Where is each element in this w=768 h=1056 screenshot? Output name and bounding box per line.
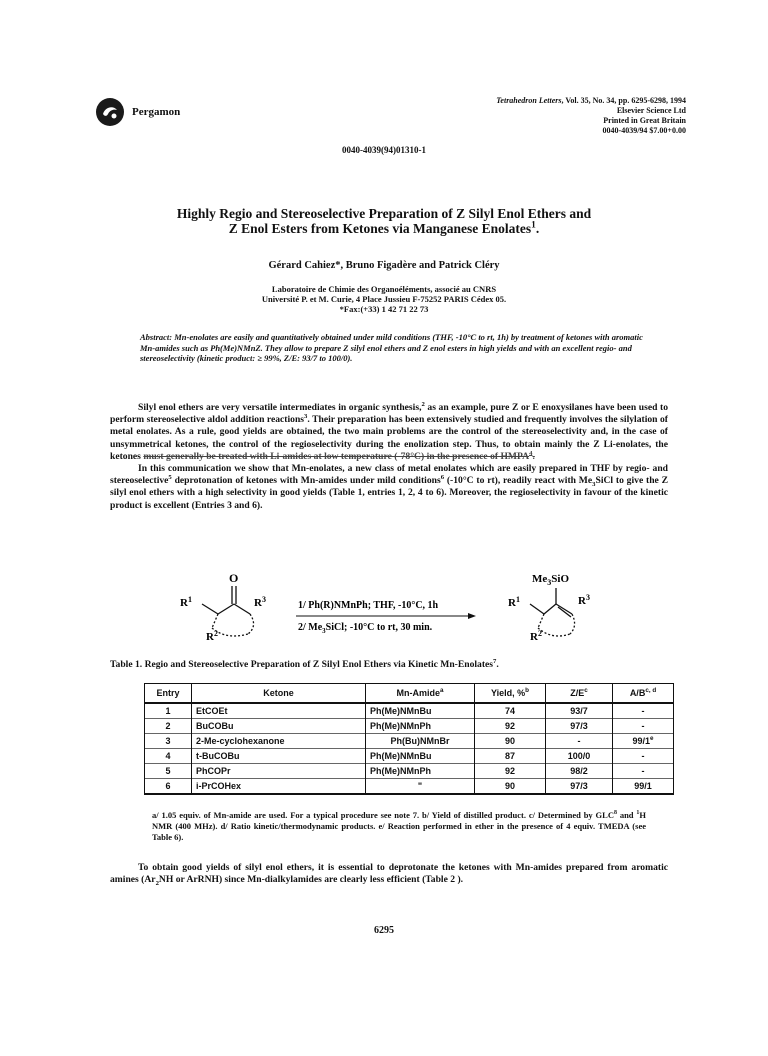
cell-ze: 97/3 <box>546 719 613 734</box>
product-r2: $R^2$ <box>530 629 542 643</box>
para1-struck-text <box>143 451 535 462</box>
product-r1: $R^1$ <box>508 595 520 609</box>
cell-entry: 2 <box>145 719 192 734</box>
publisher-logo <box>96 98 124 126</box>
para1-end: . <box>532 450 535 462</box>
cell-ze: - <box>546 734 613 749</box>
journal-line-2: Elsevier Science Ltd <box>616 106 686 115</box>
table-caption <box>110 659 499 670</box>
table-caption-label: Table 1. <box>110 659 143 670</box>
cell-entry: 3 <box>145 734 192 749</box>
product-silyloxy: $Me_3SiO$ <box>532 573 569 587</box>
cell-yield: 90 <box>475 779 546 795</box>
abstract-text: Mn-enolates are easily and quantitatively obtained under mild conditions (THF, -10°C to rt, 1h) by treatment of ketones with aromatic Mn-amides such as Ph(Me)NMnZ. They allow to prepare Z silyl enol ethers and Z enol esters in high yields and with an excellent regio- and stereoselectivity (kinetic product: ≥ 99%, Z/E: 93/7 to 100/0). <box>140 332 643 363</box>
article-doi: 0040-4039(94)01310-1 <box>342 145 426 155</box>
table-row <box>145 779 674 795</box>
cell-yield: 92 <box>475 764 546 779</box>
ketone-structure <box>202 586 254 636</box>
cell-ketone: i-PrCOHex <box>192 779 366 795</box>
title-footnote: 1 <box>531 220 536 231</box>
para1-struck: must generally be treated with Li-amides at low temperature (-78°C) in the presence of HMPA <box>143 450 530 462</box>
para3-a: To obtain good yields of silyl enol ethers, it is essential to deprotonate the ketones with Mn-amides prepared from aromatic amines (Ar <box>110 862 668 886</box>
cell-amide: " <box>366 779 475 795</box>
para2-d: SiCl to give the Z silyl enol ethers with a high selectivity in good yields (Table 1, entries 1, 2, 4 to 6). Moreover, the regioselectivity in favour of the kinetic product is excellent (Entries 3 and 6). <box>110 475 669 511</box>
cell-ab: 99/1 <box>613 779 674 795</box>
cell-ze: 97/3 <box>546 779 613 795</box>
header-ketone: Ketone <box>192 684 366 704</box>
cell-yield: 87 <box>475 749 546 764</box>
para2-sub: 3 <box>592 481 596 489</box>
reaction-arrowhead <box>468 613 476 619</box>
header-ab: $A/B^{c, d}$ <box>613 684 674 704</box>
paragraph-3 <box>110 862 668 886</box>
cell-amide: Ph(Me)NMnPh <box>366 719 475 734</box>
cell-ze: 98/2 <box>546 764 613 779</box>
header-ze: $Z/E^c$ <box>546 684 613 704</box>
body-paragraphs <box>110 402 668 512</box>
cell-yield: 90 <box>475 734 546 749</box>
journal-name: Tetrahedron Letters <box>496 96 562 105</box>
para2-ref: 6 <box>440 474 445 482</box>
para3-b: NH or ArRNH) since Mn-dialkylamides are clearly less efficient (Table 2 ). <box>158 874 464 886</box>
para2-a: In this communication we show that Mn-enolates, a new class of metal enolates which are easily prepared in THF by regio- and stereoselective <box>110 463 668 487</box>
notes-ref: 8 <box>613 810 617 817</box>
cell-entry: 1 <box>145 703 192 719</box>
cell-ketone: 2-Me-cyclohexanone <box>192 734 366 749</box>
table-row <box>145 749 674 764</box>
header-yield: Yield, %$^b$ <box>475 684 546 704</box>
header-amide: Mn-Amide$^a$ <box>366 684 475 704</box>
table-row <box>145 734 674 749</box>
product-r3: $R^3$ <box>578 593 590 607</box>
notes-iso: 1 <box>636 810 640 817</box>
journal-line-4: 0040-4039/94 $7.00+0.00 <box>602 126 686 135</box>
cell-ketone: PhCOPr <box>192 764 366 779</box>
reagent-step-2: 2/ $Me_3SiCl$; -10°C to rt, 30 min. <box>298 622 433 635</box>
cell-ab: - <box>613 719 674 734</box>
page-number: 6295 <box>374 925 394 936</box>
para2-b: deprotonation of ketones with Mn-amides under mild conditions <box>171 475 441 487</box>
table-caption-text: Regio and Stereoselective Preparation of Z Silyl Enol Ethers via Kinetic Mn-Enolates <box>142 659 494 670</box>
author-list: Gérard Cahiez*, Bruno Figadère and Patrick Cléry <box>268 260 500 271</box>
notes-b: and <box>616 810 637 820</box>
para1-ref: 3 <box>304 413 308 421</box>
cell-entry: 5 <box>145 764 192 779</box>
cell-ketone: EtCOEt <box>192 703 366 719</box>
cell-ab: - <box>613 749 674 764</box>
cell-ze: 100/0 <box>546 749 613 764</box>
para1-a: Silyl enol ethers are very versatile intermediates in organic synthesis, <box>138 402 422 413</box>
para2-ref: 5 <box>168 474 172 482</box>
journal-ref: , Vol. 35, No. 34, pp. 6295-6298, 1994 <box>561 96 686 105</box>
affiliation-line-2: Université P. et M. Curie, 4 Place Jussieu F-75252 PARIS Cédex 05. <box>261 294 507 304</box>
title-end: . <box>535 221 540 236</box>
cell-ab: - <box>613 764 674 779</box>
cell-ketone: t-BuCOBu <box>192 749 366 764</box>
para2-c: (-10°C to rt), readily react with Me <box>444 475 593 487</box>
table-row <box>145 703 674 719</box>
journal-info <box>496 96 686 136</box>
publisher-name: Pergamon <box>132 106 181 118</box>
cell-amide: Ph(Me)NMnBu <box>366 749 475 764</box>
cell-ab: - <box>613 703 674 719</box>
ketone-r1: $R^1$ <box>180 595 192 609</box>
cell-ab: 99/1e <box>613 734 674 749</box>
product-structure <box>530 588 575 636</box>
cell-ze: 93/7 <box>546 703 613 719</box>
table-row <box>145 764 674 779</box>
reaction-scheme <box>150 568 630 658</box>
para1-c: . Their preparation has been extensively studied and frequently involves the silylation of metal enolates. As a rule, good yields are obtained, the two main problems are the control of the stereoselectivity and, in the case of unsymmetrical ketones, the control of the regioselectivity during the enolization step. Thus, to obtain mainly the Z Li-enolates, the ketones <box>110 414 668 462</box>
reagent-step-1: 1/ Ph(R)NMnPh; THF, -10°C, 1h <box>298 600 439 611</box>
cell-entry: 6 <box>145 779 192 795</box>
paper-title <box>0 206 768 236</box>
header-entry: Entry <box>145 684 192 704</box>
table-footnotes <box>152 810 646 843</box>
notes-c: H NMR (400 MHz). d/ Ratio kinetic/thermodynamic products. e/ Reaction performed in ether in the presence of 4 equiv. TMEDA (see Table 6). <box>152 810 646 842</box>
journal-line-3: Printed in Great Britain <box>603 116 686 125</box>
title-line-2 <box>0 221 768 236</box>
notes-a: a/ 1.05 equiv. of Mn-amide are used. For a typical procedure see note 7. b/ Yield of distilled product. c/ Determined by GLC <box>152 810 614 820</box>
cell-yield: 92 <box>475 719 546 734</box>
ketone-r2: $R^2$ <box>206 629 218 643</box>
paragraph-2 <box>110 463 668 512</box>
cell-ketone: BuCOBu <box>192 719 366 734</box>
journal-citation <box>496 96 686 106</box>
para1-ref: 4 <box>529 449 533 457</box>
results-table <box>144 683 674 795</box>
cell-yield: 74 <box>475 703 546 719</box>
para3-sub: 2 <box>155 880 159 888</box>
para1-b: as an example, pure Z or E enoxysilanes have been used to perform stereoselective aldol addition reactions <box>110 402 668 426</box>
table-header-row <box>145 684 674 704</box>
paragraph-1 <box>110 402 668 463</box>
cell-amide: Ph(Me)NMnPh <box>366 764 475 779</box>
table-caption-end: . <box>496 659 499 670</box>
title-line-2-text: Z Enol Esters from Ketones via Manganese Enolates <box>228 221 532 236</box>
para1-ref: 2 <box>421 400 425 408</box>
table-caption-ref: 7 <box>493 657 497 665</box>
title-line-1: Highly Regio and Stereoselective Preparation of Z Silyl Enol Ethers and <box>176 206 592 221</box>
ketone-oxygen: O <box>229 571 239 585</box>
affiliation-line-1: Laboratoire de Chimie des Organoéléments, associé au CNRS <box>271 284 497 294</box>
affiliation <box>0 284 768 314</box>
cell-amide: Ph(Me)NMnBu <box>366 703 475 719</box>
abstract <box>140 332 650 364</box>
affiliation-line-3: *Fax:(+33) 1 42 71 22 73 <box>339 304 429 314</box>
cell-amide: Ph(Bu)NMnBr <box>366 734 475 749</box>
abstract-label: Abstract: <box>140 332 173 342</box>
cell-entry: 4 <box>145 749 192 764</box>
ketone-r3: $R^3$ <box>254 595 266 609</box>
table-row <box>145 719 674 734</box>
